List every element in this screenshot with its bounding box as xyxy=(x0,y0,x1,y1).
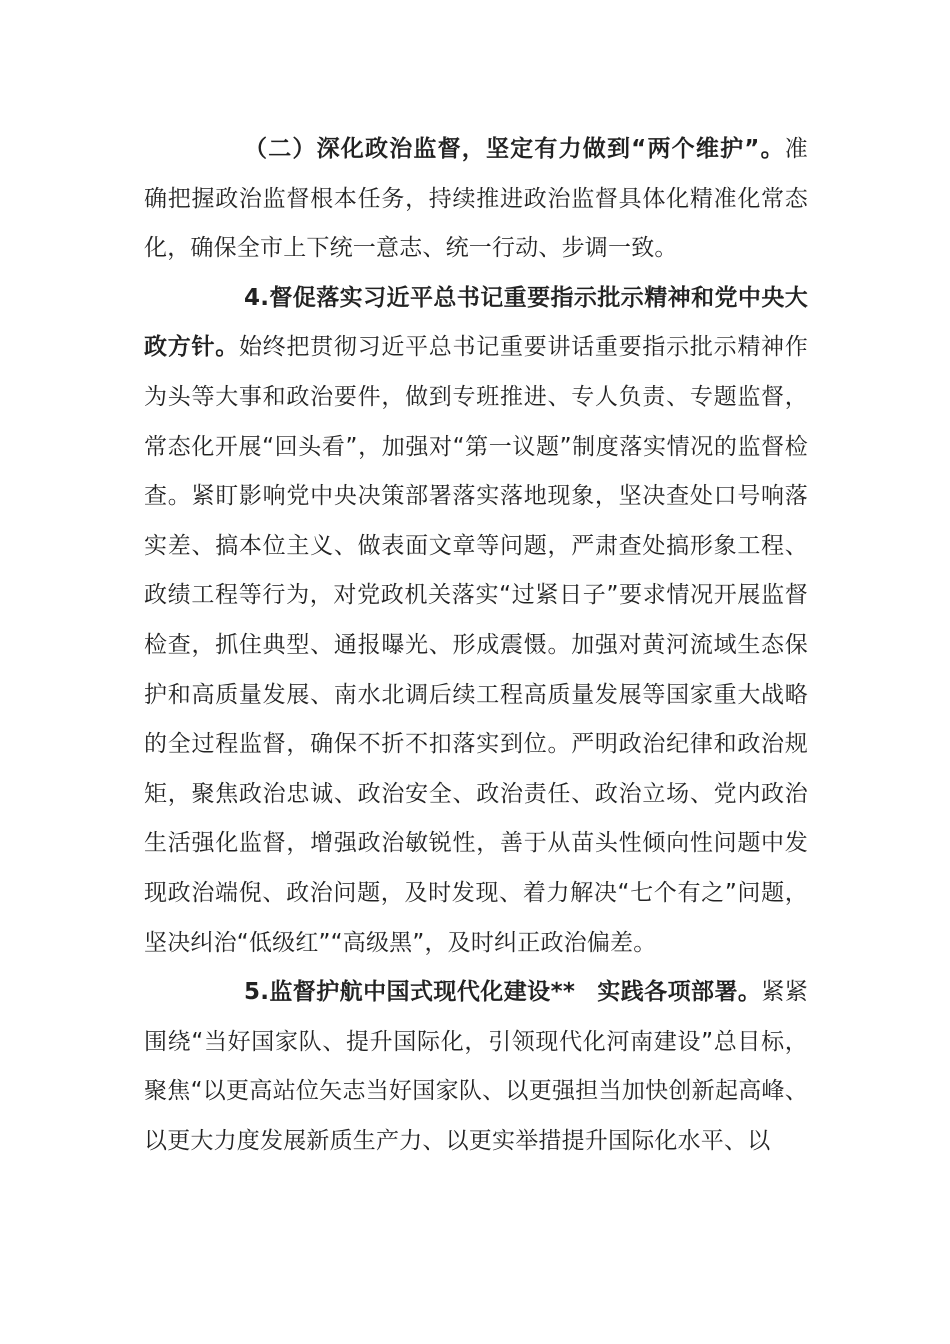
item-4-paragraph xyxy=(144,274,808,968)
item-5-heading-part-a: 5.监督护航中国式现代化建设** xyxy=(244,979,576,1006)
item-5-paragraph xyxy=(144,968,808,1166)
document-body xyxy=(144,125,808,1166)
section-two-heading: （二）深化政治监督，坚定有力做到“两个维护”。 xyxy=(244,136,785,162)
section-two-paragraph xyxy=(144,125,808,274)
item-5-body: 紧紧围绕“当好国家队、提升国际化，引领现代化河南建设”总目标，聚焦“以更高站位矢志当好国家队、以更强担当加快创新起高峰、以更大力度发展新质生产力、以更实举措提升国际化水平、以 xyxy=(144,979,808,1154)
item-4-body: 始终把贯彻习近平总书记重要讲话重要指示批示精神作为头等大事和政治要件，做到专班推进、专人负责、专题监督，常态化开展“回头看”，加强对“第一议题”制度落实情况的监督检查。紧盯影响党中央决策部署落实落地现象，坚决查处口号响落实差、搞本位主义、做表面文章等问题，严肃查处搞形象工程、政绩工程等行为，对党政机关落实“过紧日子”要求情况开展监督检查，抓住典型、通报曝光、形成震慑。加强对黄河流域生态保护和高质量发展、南水北调后续工程高质量发展等国家重大战略的全过程监督，确保不折不扣落实到位。严明政治纪律和政治规矩，聚焦政治忠诚、政治安全、政治责任、政治立场、党内政治生活强化监督，增强政治敏锐性，善于从苗头性倾向性问题中发现政治端倪、政治问题，及时发现、着力解决“七个有之”问题，坚决纠治“低级红”“高级黑”，及时纠正政治偏差。 xyxy=(144,334,808,956)
section-two-body: 准确把握政治监督根本任务，持续推进政治监督具体化精准化常态化，确保全市上下统一意志、统一行动、步调一致。 xyxy=(144,136,808,262)
item-5-heading-part-b: 实践各项部署。 xyxy=(597,979,762,1006)
item-4-heading: 4.督促落实习近平总书记重要指示批示精神和党中央大政方针。 xyxy=(144,284,808,361)
